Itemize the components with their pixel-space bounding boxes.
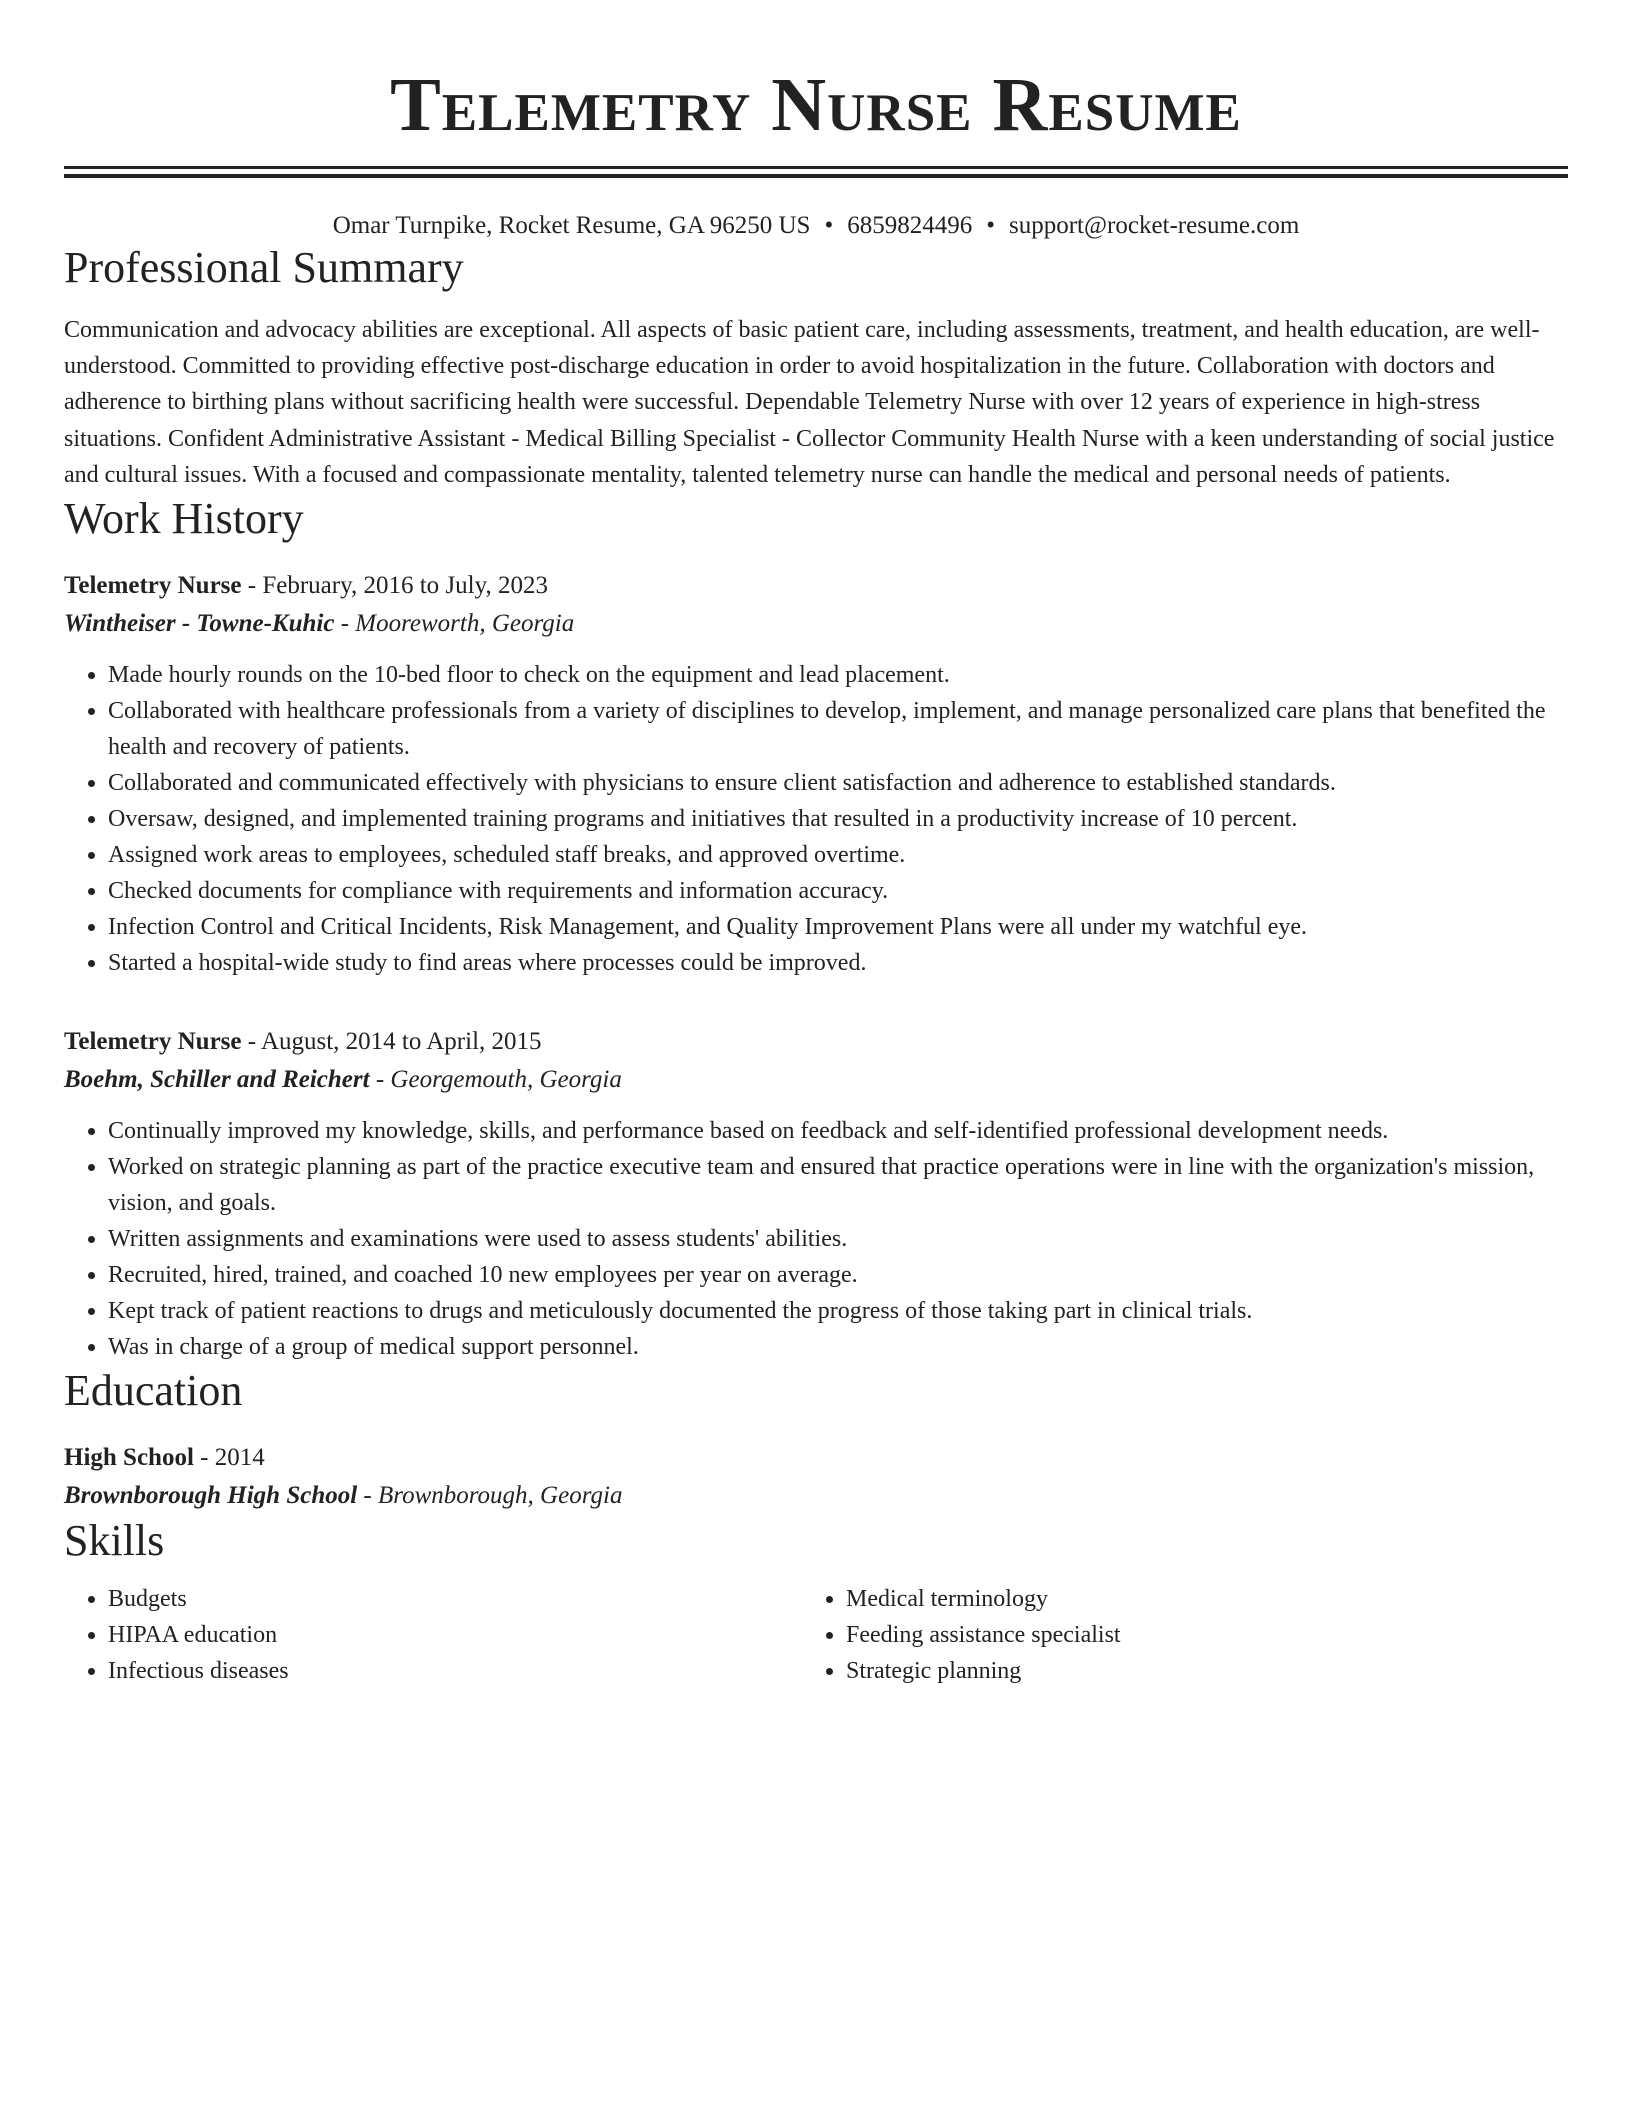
skills-column-left bbox=[64, 1581, 802, 1689]
summary-heading: Professional Summary bbox=[64, 243, 464, 292]
contact-phone: 6859824496 bbox=[847, 212, 973, 239]
job-bullet: • Started a hospital-wide study to find areas where processes could be improved. bbox=[108, 945, 1568, 981]
skill-item: • HIPAA education bbox=[108, 1617, 802, 1653]
employer-line bbox=[64, 605, 1568, 643]
work-history-heading: Work History bbox=[64, 494, 304, 544]
job-entry bbox=[64, 1023, 1568, 1365]
degree-line bbox=[64, 1439, 1568, 1477]
graduation-year: - 2014 bbox=[193, 1444, 265, 1472]
summary-text: Communication and advocacy abilities are exceptional. All aspects of basic patient care, including assessments, treatment, and health education, are well-understood. Committed to providing effective post-discharge education in order to avoid hospitalization in the future. Collaboration with doctors and adherence to birthing plans without sacrificing health were successful. Dependable Telemetry Nurse with over 12 years of experience in high-stress situations. Confident Administrative Assistant - Medical Billing Specialist - Collector Community Health Nurse with a keen understanding of social justice and cultural issues. With a focused and compassionate mentality, talented telemetry nurse can handle the medical and personal needs of patients. bbox=[64, 317, 1555, 488]
skill-item: • Medical terminology bbox=[846, 1581, 1540, 1617]
employer-location: - Mooreworth, Georgia bbox=[334, 610, 575, 638]
degree: High School bbox=[64, 1444, 194, 1472]
contact-separator: • bbox=[986, 212, 995, 239]
job-bullet: • Worked on strategic planning as part of the practice executive team and ensured that practice operations were in line with the organization's mission, vision, and goals. bbox=[108, 1149, 1568, 1221]
contact-address: Omar Turnpike, Rocket Resume, GA 96250 US bbox=[332, 212, 811, 239]
employer-name: Wintheiser - Towne-Kuhic bbox=[64, 610, 335, 638]
job-bullet: • Oversaw, designed, and implemented training programs and initiatives that resulted in a productivity increase of 10 percent. bbox=[108, 801, 1568, 837]
job-bullet: • Collaborated with healthcare professionals from a variety of disciplines to develop, implement, and manage personalized care plans that benefited the health and recovery of patients. bbox=[108, 693, 1568, 765]
job-bullet: • Made hourly rounds on the 10-bed floor to check on the equipment and lead placement. bbox=[108, 657, 1568, 693]
title-rule-bottom bbox=[64, 174, 1568, 178]
school-name: Brownborough High School bbox=[64, 1482, 358, 1510]
job-bullet: • Assigned work areas to employees, scheduled staff breaks, and approved overtime. bbox=[108, 837, 1568, 873]
job-bullet: • Written assignments and examinations were used to assess students' abilities. bbox=[108, 1221, 1568, 1257]
skills-column-right bbox=[802, 1581, 1540, 1689]
job-entry bbox=[64, 567, 1568, 981]
skill-item: • Budgets bbox=[108, 1581, 802, 1617]
skill-item: • Strategic planning bbox=[846, 1653, 1540, 1689]
skills-heading: Skills bbox=[64, 1516, 165, 1566]
resume-title: Telemetry Nurse Resume bbox=[390, 63, 1242, 147]
job-bullets bbox=[64, 657, 1568, 981]
resume-page bbox=[64, 0, 1568, 1689]
job-title: Telemetry Nurse bbox=[64, 572, 242, 600]
school-line bbox=[64, 1477, 1568, 1515]
job-title: Telemetry Nurse bbox=[64, 1028, 242, 1056]
job-bullets bbox=[64, 1113, 1568, 1365]
job-title-line bbox=[64, 1023, 1568, 1061]
job-bullet: • Collaborated and communicated effectively with physicians to ensure client satisfaction and adherence to established standards. bbox=[108, 765, 1568, 801]
contact-separator: • bbox=[824, 212, 834, 239]
job-dates: - February, 2016 to July, 2023 bbox=[241, 572, 548, 600]
skills-list bbox=[64, 1581, 1568, 1689]
skill-item: • Feeding assistance specialist bbox=[846, 1617, 1540, 1653]
education-heading: Education bbox=[64, 1366, 243, 1416]
job-title-line bbox=[64, 567, 1568, 605]
education-entry bbox=[64, 1439, 1568, 1515]
job-dates: - August, 2014 to April, 2015 bbox=[241, 1028, 542, 1056]
job-bullet: • Infection Control and Critical Incidents, Risk Management, and Quality Improvement Plans were all under my watchful eye. bbox=[108, 909, 1568, 945]
employer-name: Boehm, Schiller and Reichert bbox=[64, 1066, 370, 1094]
employer-line bbox=[64, 1061, 1568, 1099]
skill-item: • Infectious diseases bbox=[108, 1653, 802, 1689]
contact-email: support@rocket-resume.com bbox=[1009, 212, 1300, 239]
school-location: - Brownborough, Georgia bbox=[357, 1482, 623, 1510]
job-bullet: • Continually improved my knowledge, skills, and performance based on feedback and self-identified professional development needs. bbox=[108, 1113, 1568, 1149]
job-bullet: • Kept track of patient reactions to drugs and meticulously documented the progress of those taking part in clinical trials. bbox=[108, 1293, 1568, 1329]
job-bullet: • Recruited, hired, trained, and coached 10 new employees per year on average. bbox=[108, 1257, 1568, 1293]
job-bullet: • Checked documents for compliance with requirements and information accuracy. bbox=[108, 873, 1568, 909]
employer-location: - Georgemouth, Georgia bbox=[369, 1066, 622, 1094]
job-bullet: • Was in charge of a group of medical support personnel. bbox=[108, 1329, 1568, 1365]
contact-line bbox=[64, 210, 1568, 242]
